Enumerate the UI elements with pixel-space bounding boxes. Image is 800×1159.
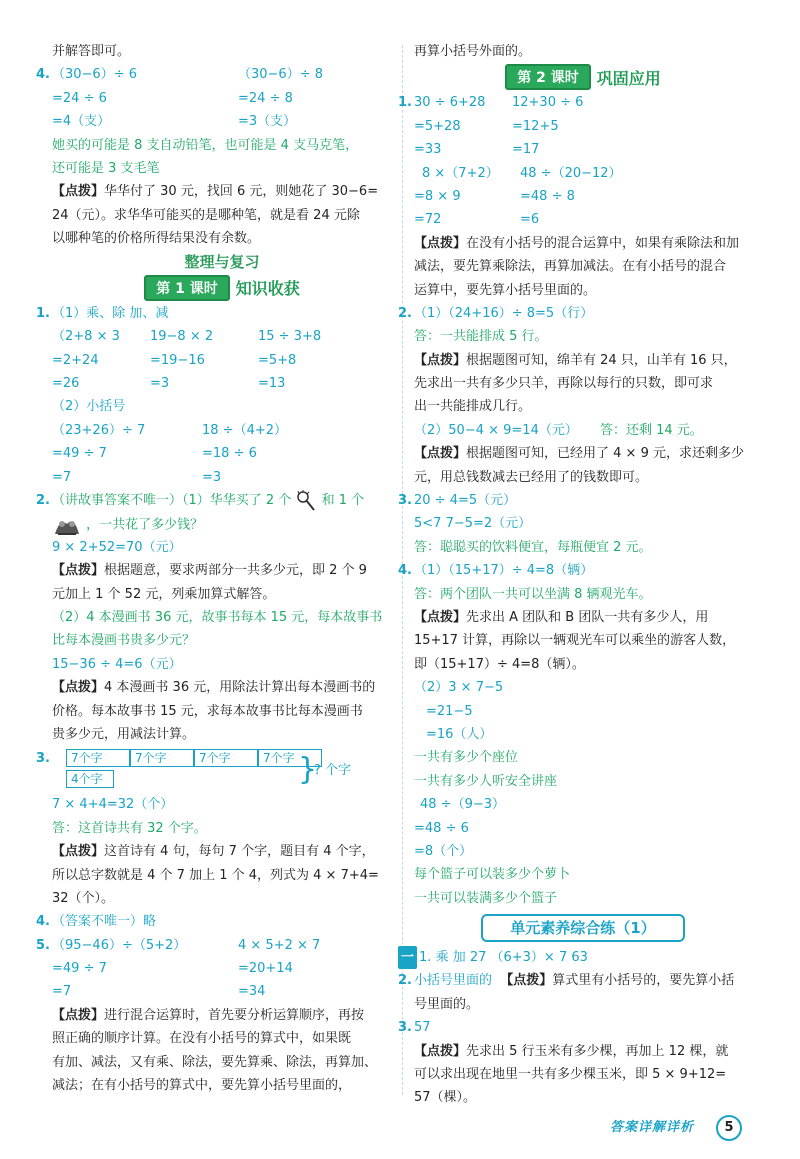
q5-row: 5. （95−46）÷（5+2） 4 × 5+2 × 7 <box>36 937 321 953</box>
line-box: 7个字 <box>258 749 322 767</box>
q4-answer: 她买的可能是 8 支自动铅笔，也可能是 4 支马克笔， <box>52 137 359 153</box>
q4-equation: （2）3 × 7−5 <box>414 680 504 696</box>
q4-answer: 答：两个团队一共可以坐满 8 辆观光车。 <box>414 586 652 602</box>
q4b-line: 4. （答案不唯一）略 <box>36 914 157 930</box>
q2-answer: 答：一共能排成 5 行。 <box>414 329 548 345</box>
q5-row: =7 =34 <box>52 984 266 1000</box>
q2-equation: 9 × 2+52=70（元） <box>52 539 182 555</box>
q4-meaning: 一共可以装满多少个篮子 <box>414 890 558 906</box>
tip-line: 贵多少元，用减法计算。 <box>52 726 196 742</box>
lesson-header <box>52 275 392 301</box>
line-box: 7个字 <box>130 749 194 767</box>
q4-answer: 还可能是 3 支毛笔 <box>52 160 160 176</box>
section-title: 整理与复习 <box>184 252 260 271</box>
tip-line: 【点拨】这首诗有 4 句，每句 7 个字，题目有 4 个字， <box>52 844 375 860</box>
brace: } <box>298 752 318 788</box>
tip-line: 可以求出现在地里一共有多少棵玉米，即 5 × 9+12= <box>414 1067 727 1083</box>
q2-line: 2. （讲故事答案不唯一）（1）华华买了 2 个 和 1 个 <box>52 489 392 512</box>
tip-line: 价格。每本故事书 15 元，求每本故事书比每本漫画书 <box>52 703 363 719</box>
pen-icon <box>295 490 317 512</box>
lesson-tag: 第 2 课时 <box>505 64 591 90</box>
q4-equation: =16（人） <box>426 726 493 742</box>
q4-row: =4（支） =3（支） <box>52 114 297 130</box>
q1-row: （23+26）÷ 7 18 ÷（4+2） <box>52 422 288 438</box>
q1-row: =26 =3 =13 <box>52 376 286 392</box>
tip-line: 【点拨】华华付了 30 元，找回 6 元，则她花了 30−6= <box>52 184 379 200</box>
q4-equation: =8（个） <box>414 843 473 859</box>
tip-line: 【点拨】先求出 5 行玉米有多少棵，再加上 12 棵，就 <box>414 1043 729 1059</box>
tip-line: 照正确的顺序计算。在没有小括号的算式中，如果既 <box>52 1031 352 1047</box>
tip-line: 减法；在有小括号的算式中，要先算小括号里面的， <box>52 1078 352 1094</box>
tip-line: 元，用总钱数减去已经用了的钱数即可。 <box>414 469 649 485</box>
right-column <box>398 40 752 1110</box>
q5-row: =49 ÷ 7 =20+14 <box>52 961 293 977</box>
line-box: 7个字 <box>66 749 130 767</box>
title-box: 4个字 <box>66 770 114 788</box>
q2-equation: 15−36 ÷ 4=6（元） <box>52 656 182 672</box>
q1-row: =7 =3 <box>52 469 222 485</box>
q1-row: （2+8 × 3 19−8 × 2 15 ÷ 3+8 <box>52 329 322 345</box>
left-column <box>36 40 392 1097</box>
q4-row: 4. （30−6）÷ 6 （30−6）÷ 8 <box>36 67 324 83</box>
q2-line: ，一共花了多少钱？ <box>52 512 392 535</box>
tip-line: 元加上 1 个 52 元，列乘加算式解答。 <box>52 586 276 602</box>
q3-answer: 答：聪聪买的饮料便宜，每瓶便宜 2 元。 <box>414 539 652 555</box>
tip-line: 【点拨】进行混合运算时，首先要分析运算顺序，再按 <box>52 1007 365 1023</box>
tip-line: 24（元）。求华华可能买的是哪种笔，就是看 24 元除 <box>52 207 360 223</box>
tip-line: 32（个）。 <box>52 890 115 906</box>
q3-equation: 3. 20 ÷ 4=5（元） <box>398 493 517 509</box>
tip-line: 先求出一共有多少只羊，再除以每行的只数，即可求 <box>414 376 714 392</box>
q1-row: =49 ÷ 7 =18 ÷ 6 <box>52 446 257 462</box>
q3-answer: 答：这首诗共有 32 个字。 <box>52 820 207 836</box>
q1-row: 1. 30 ÷ 6+28 12+30 ÷ 6 <box>398 95 584 111</box>
q1-row: =8 × 9 =48 ÷ 8 <box>414 188 575 204</box>
tip-line: 号里面的。 <box>414 996 480 1012</box>
u2-line: 2. 小括号里面的 【点拨】算式里有小括号的，要先算小括 <box>398 973 735 989</box>
q4-row: =24 ÷ 6 =24 ÷ 8 <box>52 90 293 106</box>
tip-line: 【点拨】4 本漫画书 36 元，用除法计算出每本漫画书的 <box>52 680 376 696</box>
tip-line: 出一共能排成几行。 <box>414 399 532 415</box>
tip-line: 【点拨】根据题图可知，绵羊有 24 只，山羊有 16 只， <box>414 352 737 368</box>
lesson-title: 巩固应用 <box>596 68 661 88</box>
tip-line: 即（15+17）÷ 4=8（辆）。 <box>414 656 585 672</box>
q1-row: =33 =17 <box>414 142 540 158</box>
q2-equation: （2）50−4 × 9=14（元） 答：还剩 14 元。 <box>414 422 703 438</box>
u3-line: 3. 57 <box>398 1020 431 1036</box>
q4-equation: 48 ÷（9−3） <box>420 797 506 813</box>
q1-part: 1. （1）乘、除 加、减 <box>36 305 169 321</box>
text-line: 再算小括号外面的。 <box>414 44 532 59</box>
tip-line: 减法，要先算乘除法，再算加减法。在有小括号的混合 <box>414 259 727 275</box>
q3-equation: 7 × 4+4=32（个） <box>52 797 174 813</box>
tip-line: 【点拨】根据题意，要求两部分一共多少元，即 2 个 9 <box>52 563 367 579</box>
tip-line: 【点拨】在没有小括号的混合运算中，如果有乘除法和加 <box>414 235 740 251</box>
q2-equation: 2. （1）（24+16）÷ 8=5（行） <box>398 305 594 321</box>
tip-line: 57（棵）。 <box>414 1090 477 1106</box>
q1-row: 8 ×（7+2） 48 ÷（20−12） <box>422 165 622 181</box>
page-number: 5 <box>716 1115 742 1141</box>
total-question: ? 个字 <box>314 763 352 779</box>
tip-line: 15+17 计算，再除以一辆观光车可以乘坐的游客人数， <box>414 633 736 649</box>
lesson-tag: 第 1 课时 <box>144 275 230 301</box>
tip-line: 【点拨】先求出 A 团队和 B 团队一共有多少人，用 <box>414 609 709 625</box>
tip-line: 【点拨】根据题图可知，已经用了 4 × 9 元，求还剩多少 <box>414 446 744 462</box>
lesson-header <box>414 64 752 90</box>
text-line: 并解答即可。 <box>52 44 131 59</box>
q1-row: =5+28 =12+5 <box>414 118 559 134</box>
page-footer <box>610 1116 760 1138</box>
lesson-title: 知识收获 <box>235 279 300 299</box>
tip-line: 以哪种笔的价格所得结果没有余数。 <box>52 231 261 247</box>
q1-part: （2）小括号 <box>52 399 126 415</box>
q4-meaning: 一共有多少个座位 <box>414 750 519 766</box>
tip-line: 有加、减法，又有乘、除法，要先算乘、除法，再算加、 <box>52 1054 378 1070</box>
q3-diagram: 3. 7个字 7个字 7个字 7个字 4个字 } ? 个字 <box>52 749 392 793</box>
q1-row: =72 =6 <box>414 212 540 228</box>
q3-equation: 5<7 7−5=2（元） <box>414 516 532 532</box>
comic-book-icon <box>52 512 82 538</box>
unit-title: 单元素养综合练（1） <box>481 914 685 942</box>
q2-line: 比每本漫画书贵多少元？ <box>52 633 196 649</box>
q1-row: =2+24 =19−16 =5+8 <box>52 352 297 368</box>
u1-line: 一 1. 乘 加 27 （6+3）× 7 63 <box>414 946 752 969</box>
q4-equation: 4. （1）（15+17）÷ 4=8（辆） <box>398 563 594 579</box>
q4-equation: =21−5 <box>426 703 473 719</box>
line-box: 7个字 <box>194 749 258 767</box>
q4-meaning: 每个篮子可以装多少个萝卜 <box>414 867 571 883</box>
q2-line: （2）4 本漫画书 36 元，故事书每本 15 元，每本故事书 <box>52 609 383 625</box>
q4-meaning: 一共有多少人听安全讲座 <box>414 773 558 789</box>
q4-equation: =48 ÷ 6 <box>414 820 469 836</box>
footer-label: 答案详解详析 <box>610 1120 695 1135</box>
tip-line: 运算中，要先算小括号里面的。 <box>414 282 597 298</box>
tip-line: 所以总字数就是 4 个 7 加上 1 个 4，列式为 4 × 7+4= <box>52 867 379 883</box>
